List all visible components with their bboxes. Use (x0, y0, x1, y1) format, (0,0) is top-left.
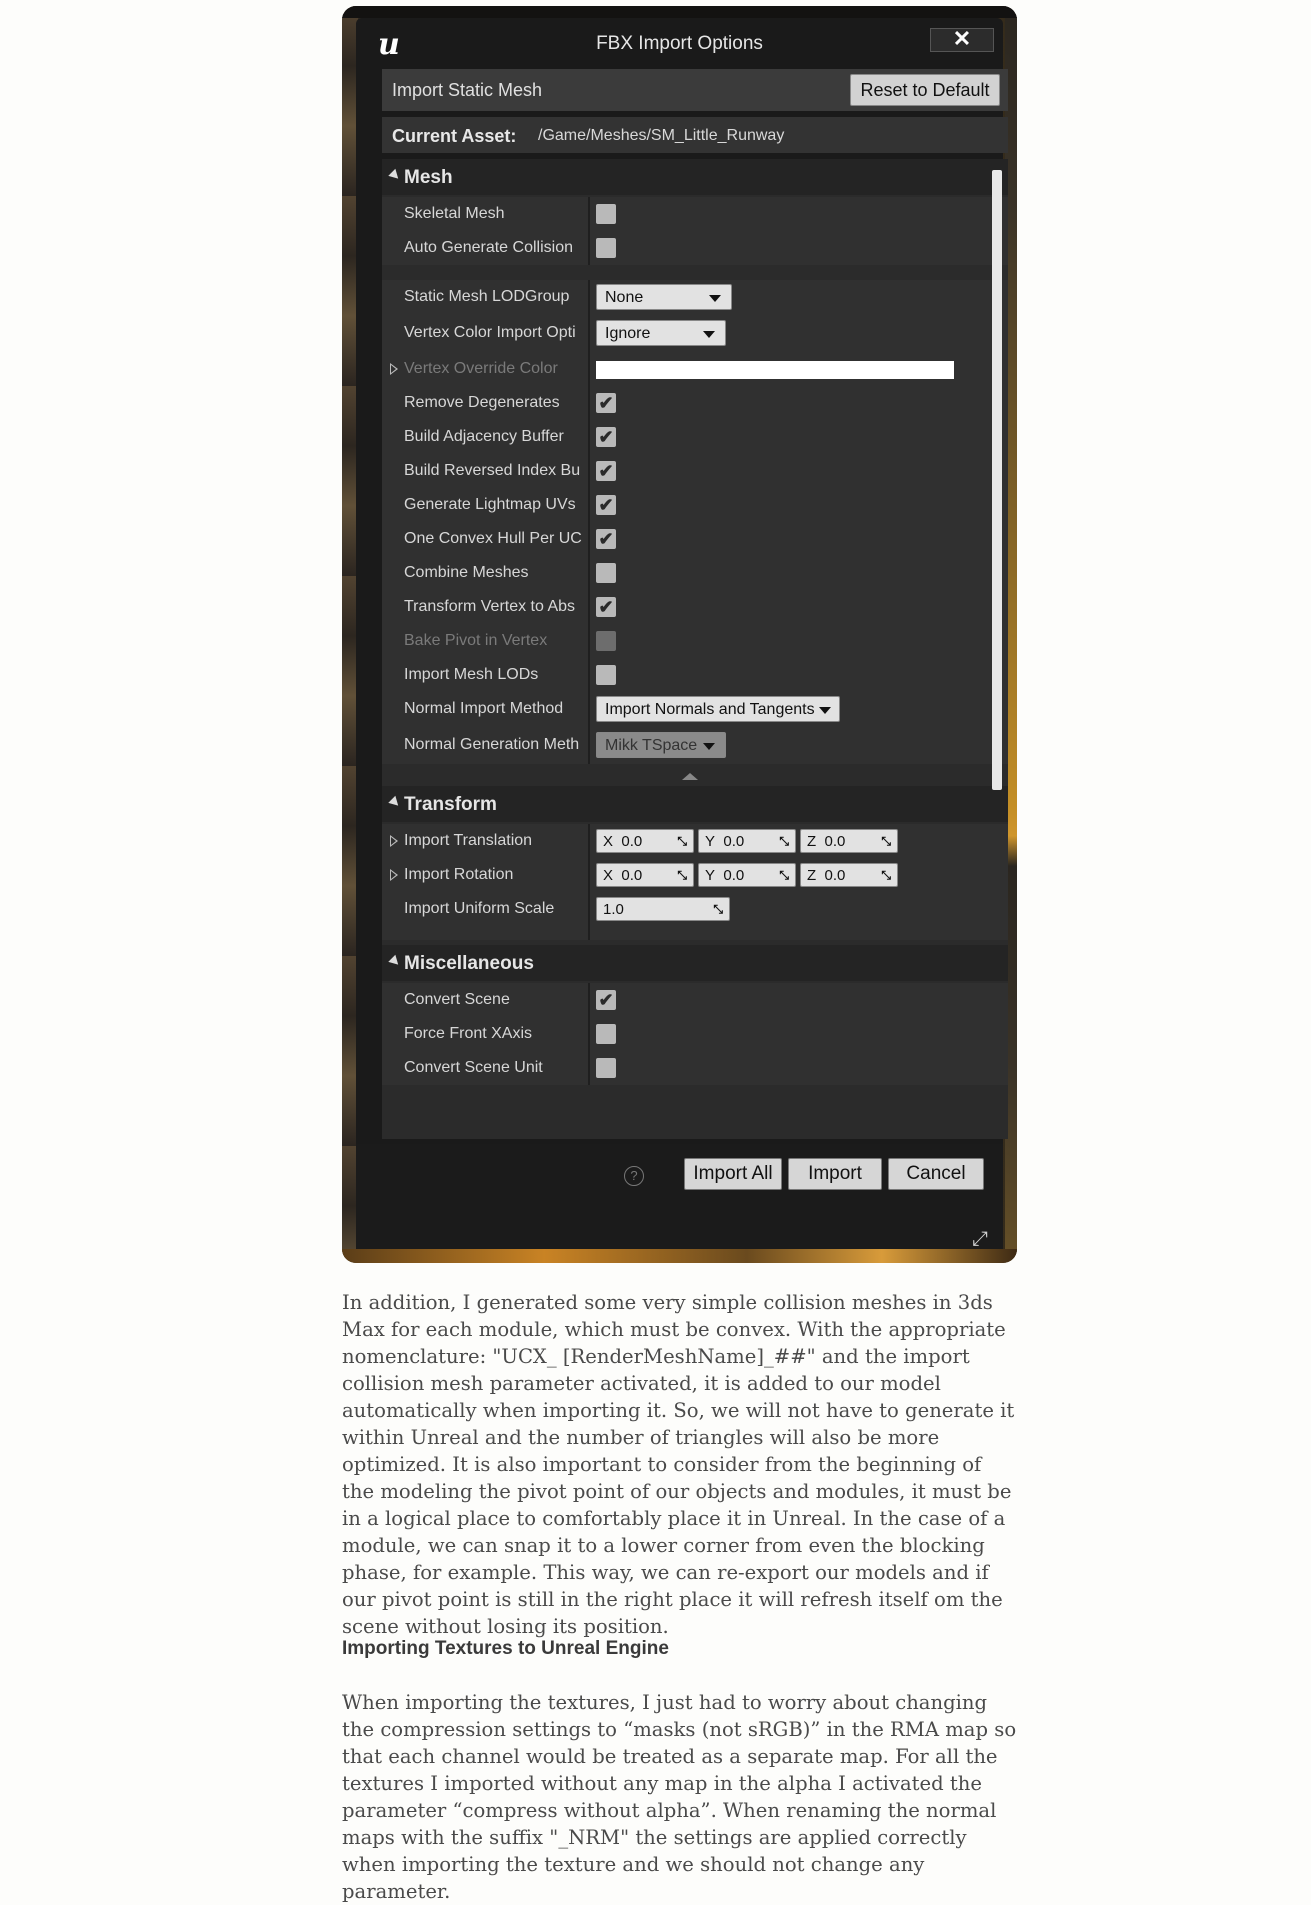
adjacency-buffer-checkbox[interactable]: ✔ (596, 427, 616, 447)
rotation-y-field[interactable] (698, 863, 796, 887)
spin-drag-icon: ⤡ (779, 868, 789, 882)
axis-label: X (603, 867, 614, 884)
field-value: 0.0 (621, 867, 643, 884)
chevron-down-icon (709, 295, 721, 302)
import-all-button[interactable]: Import All (684, 1158, 782, 1190)
unreal-logo-icon: u (378, 27, 400, 62)
row-import-uniform-scale (382, 892, 1008, 940)
details-scrollbar[interactable] (992, 170, 1002, 790)
expand-triangle-icon[interactable] (390, 835, 398, 847)
row-normal-generation-method (382, 728, 1008, 764)
row-label: Skeletal Mesh (404, 205, 505, 222)
section-mesh-title: Mesh (404, 167, 453, 188)
spin-drag-icon: ⤡ (677, 834, 687, 848)
dropdown-value: Mikk TSpace (605, 737, 698, 754)
current-asset-label: Current Asset: (392, 126, 517, 146)
spin-drag-icon: ⤡ (677, 868, 687, 882)
field-value: 0.0 (824, 867, 846, 884)
column-divider (588, 692, 590, 728)
uniform-scale-field[interactable] (596, 897, 730, 921)
column-divider (588, 316, 590, 352)
lod-group-dropdown[interactable] (596, 284, 732, 310)
column-divider (588, 892, 590, 940)
convert-scene-checkbox[interactable]: ✔ (596, 990, 616, 1010)
chevron-down-icon (819, 707, 831, 714)
article-paragraph-2 (342, 1689, 1018, 1905)
row-convert-scene (382, 983, 1008, 1017)
details-panel (382, 159, 1008, 1139)
section-mesh-header[interactable] (382, 159, 1008, 195)
row-label: Combine Meshes (404, 564, 529, 581)
column-divider (588, 624, 590, 658)
close-button[interactable]: ✕ (930, 28, 994, 52)
row-label: Import Uniform Scale (404, 900, 555, 917)
row-label: Remove Degenerates (404, 394, 560, 411)
rotation-z-field[interactable] (800, 863, 898, 887)
dialog-title: FBX Import Options (596, 33, 763, 54)
row-label: Generate Lightmap UVs (404, 496, 576, 513)
paragraph-text: When importing the textures, I just had to worry about changing the compression settings to “masks (not sRGB)” in the RMA map so that each channel would be treated as a separate map. For all the textures I imported without any map in the alpha I activated the parameter “compress without alpha”. When renaming the normal maps with the suffix "_NRM" the settings are applied correctly when importing the texture and we should not change any parameter. (342, 1691, 1017, 1903)
title-bar[interactable] (356, 18, 1003, 60)
background-top-strip (342, 6, 1017, 18)
row-label: Static Mesh LODGroup (404, 288, 570, 305)
row-lod-group (382, 280, 1008, 316)
row-remove-degenerates (382, 386, 1008, 420)
spin-drag-icon: ⤡ (881, 834, 891, 848)
advanced-toggle-strip[interactable] (382, 767, 1008, 785)
row-label: Import Mesh LODs (404, 666, 539, 683)
column-divider (588, 728, 590, 764)
row-auto-generate-collision (382, 231, 1008, 265)
row-label: Normal Generation Meth (404, 736, 580, 753)
row-generate-lightmap-uvs (382, 488, 1008, 522)
collapse-advanced-icon (682, 773, 698, 780)
row-label: One Convex Hull Per UC (404, 530, 582, 547)
lightmap-uvs-checkbox[interactable]: ✔ (596, 495, 616, 515)
column-divider (588, 488, 590, 522)
convert-scene-unit-checkbox[interactable] (596, 1058, 616, 1078)
row-label: Vertex Override Color (404, 360, 558, 377)
paragraph-text: In addition, I generated some very simple collision meshes in 3ds Max for each module, which must be convex. With the appropriate nomenclature: "UCX_ [RenderMeshName]_##" and the import collision mesh parameter activated, it is added to our model automatically when importing it. So, we will not have to generate it within Unreal and the number of triangles will also be more optimized. It is also important to consider from the beginning of the modeling the pivot point of our objects and modules, it must be in a logical place to comfortably place it in Unreal. In the case of a module, we can snap it to a lower corner from even the blocking phase, for example. This way, we can re-export our models and if our pivot point is still in the right place it will refresh itself om the scene without losing its position. (342, 1291, 1015, 1638)
resize-grip-icon[interactable]: ⤢ (972, 1228, 988, 1250)
dialog-footer (356, 1144, 1003, 1249)
section-transform-title: Transform (404, 794, 497, 815)
row-normal-import-method (382, 692, 1008, 728)
row-label: Build Reversed Index Bu (404, 462, 581, 479)
row-build-reversed-index (382, 454, 1008, 488)
row-label: Import Rotation (404, 866, 514, 883)
expand-triangle-icon[interactable] (390, 869, 398, 881)
chevron-down-icon (703, 331, 715, 338)
collapse-triangle-icon (388, 796, 401, 809)
import-type-label: Import Static Mesh (392, 80, 543, 100)
row-transform-vertex (382, 590, 1008, 624)
axis-label: X (603, 833, 614, 850)
column-divider (588, 1017, 590, 1051)
normal-import-dropdown[interactable] (596, 696, 840, 722)
spin-drag-icon: ⤡ (779, 834, 789, 848)
help-icon[interactable]: ? (624, 1166, 644, 1186)
row-label: Vertex Color Import Opti (404, 324, 576, 341)
column-divider (588, 556, 590, 590)
row-label: Transform Vertex to Abs (404, 598, 576, 615)
row-label: Auto Generate Collision (404, 239, 573, 256)
transform-vertex-checkbox[interactable]: ✔ (596, 597, 616, 617)
import-button[interactable]: Import (788, 1158, 882, 1190)
article-paragraph-1 (342, 1289, 1018, 1640)
field-value: 0.0 (824, 833, 846, 850)
article-heading: Importing Textures to Unreal Engine (342, 1638, 669, 1659)
axis-label: Z (807, 867, 817, 884)
translation-z-field[interactable] (800, 829, 898, 853)
reset-to-default-button[interactable]: Reset to Default (850, 74, 1000, 106)
translation-x-field[interactable] (596, 829, 694, 853)
collapse-triangle-icon (388, 955, 401, 968)
convex-hull-checkbox[interactable]: ✔ (596, 529, 616, 549)
spin-drag-icon: ⤡ (713, 902, 723, 916)
column-divider (588, 420, 590, 454)
field-value: 1.0 (603, 901, 624, 918)
column-divider (588, 454, 590, 488)
row-import-rotation (382, 858, 1008, 892)
axis-label: Z (807, 833, 817, 850)
spin-drag-icon: ⤡ (881, 868, 891, 882)
row-skeletal-mesh (382, 197, 1008, 231)
column-divider (588, 386, 590, 420)
import-type-header (382, 69, 1008, 111)
column-divider (588, 1051, 590, 1085)
current-asset-bar (382, 117, 1008, 153)
column-divider (588, 352, 590, 386)
section-misc-header[interactable] (382, 945, 1008, 981)
auto-collision-checkbox[interactable] (596, 238, 616, 258)
chevron-down-icon (703, 743, 715, 750)
row-label: Convert Scene Unit (404, 1059, 543, 1076)
row-label: Import Translation (404, 832, 533, 849)
collapse-triangle-icon (388, 169, 401, 182)
fbx-import-dialog (356, 18, 1003, 1249)
normal-generation-dropdown (596, 732, 726, 758)
column-divider (588, 858, 590, 892)
dropdown-value: Import Normals and Tangents (605, 701, 815, 718)
skeletal-mesh-checkbox[interactable] (596, 204, 616, 224)
row-label: Bake Pivot in Vertex (404, 632, 548, 649)
section-misc-title: Miscellaneous (404, 953, 534, 974)
column-divider (588, 280, 590, 316)
row-import-translation (382, 824, 1008, 858)
row-label: Build Adjacency Buffer (404, 428, 564, 445)
import-lods-checkbox[interactable] (596, 665, 616, 685)
row-vertex-override-color (382, 352, 1008, 386)
row-label: Force Front XAxis (404, 1025, 533, 1042)
vertex-override-color-swatch[interactable] (596, 361, 954, 379)
expand-triangle-icon[interactable] (390, 363, 398, 375)
current-asset-path: /Game/Meshes/SM_Little_Runway (538, 127, 785, 144)
screenshot-frame (342, 6, 1017, 1263)
row-vertex-color-import (382, 316, 1008, 352)
row-one-convex-hull (382, 522, 1008, 556)
field-value: 0.0 (723, 833, 745, 850)
translation-y-field[interactable] (698, 829, 796, 853)
bake-pivot-checkbox (596, 631, 616, 651)
combine-meshes-checkbox[interactable] (596, 563, 616, 583)
row-label: Convert Scene (404, 991, 510, 1008)
row-force-front-xaxis (382, 1017, 1008, 1051)
section-transform-header[interactable] (382, 786, 1008, 822)
column-divider (588, 824, 590, 858)
axis-label: Y (705, 833, 716, 850)
row-import-mesh-lods (382, 658, 1008, 692)
vertex-color-dropdown[interactable] (596, 320, 726, 346)
background-bottom-strip (342, 1249, 1017, 1263)
column-divider (588, 658, 590, 692)
axis-label: Y (705, 867, 716, 884)
row-bake-pivot (382, 624, 1008, 658)
remove-degenerates-checkbox[interactable]: ✔ (596, 393, 616, 413)
column-divider (588, 590, 590, 624)
column-divider (588, 522, 590, 556)
cancel-button[interactable]: Cancel (888, 1158, 984, 1190)
row-combine-meshes (382, 556, 1008, 590)
dropdown-value: None (605, 289, 644, 306)
row-label: Normal Import Method (404, 700, 564, 717)
dropdown-value: Ignore (605, 325, 651, 342)
reversed-index-checkbox[interactable]: ✔ (596, 461, 616, 481)
row-convert-scene-unit (382, 1051, 1008, 1085)
column-divider (588, 983, 590, 1017)
row-build-adjacency-buffer (382, 420, 1008, 454)
field-value: 0.0 (723, 867, 745, 884)
field-value: 0.0 (621, 833, 643, 850)
rotation-x-field[interactable] (596, 863, 694, 887)
column-divider (588, 231, 590, 265)
column-divider (588, 197, 590, 231)
force-front-xaxis-checkbox[interactable] (596, 1024, 616, 1044)
